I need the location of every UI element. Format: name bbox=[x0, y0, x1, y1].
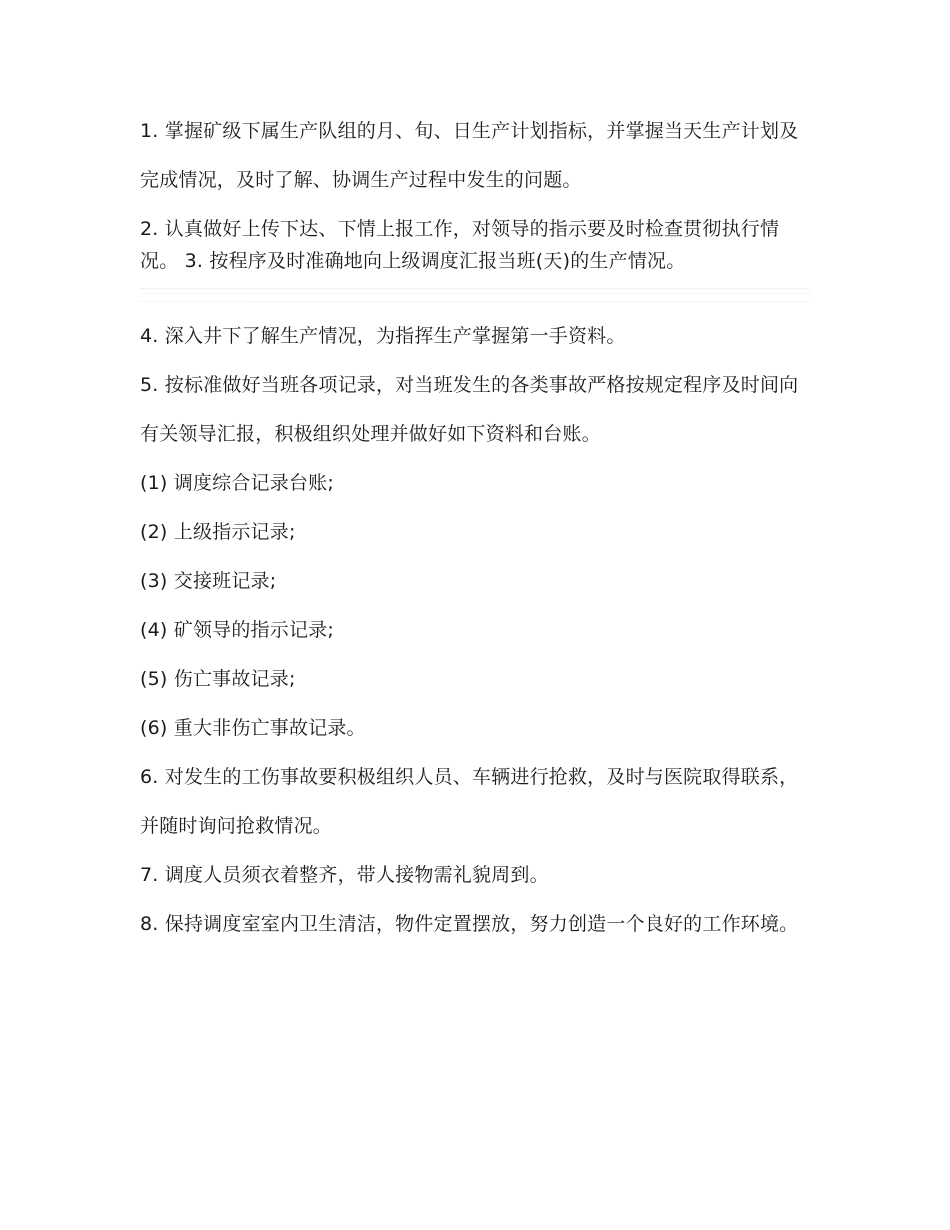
paragraph-item-1: 1. 掌握矿级下属生产队组的月、旬、日生产计划指标，并掌握当天生产计划及 bbox=[140, 120, 799, 142]
list-item-record-1: (1) 调度综合记录台账; bbox=[140, 472, 334, 494]
list-item-record-6: (6) 重大非伤亡事故记录。 bbox=[140, 717, 366, 739]
paragraph-item-7: 7. 调度人员须衣着整齐，带人接物需礼貌周到。 bbox=[140, 864, 549, 886]
paragraph-item-5: 5. 按标准做好当班各项记录，对当班发生的各类事故严格按规定程序及时间向 bbox=[140, 374, 799, 396]
paragraph-item-2-3: 2. 认真做好上传下达、下情上报工作，对领导的指示要及时检查贯彻执行情况。 3. 按程序及时准确地向上级调度汇报当班(天)的生产情况。 bbox=[140, 218, 780, 272]
document-body bbox=[140, 115, 810, 957]
paragraph-item-5-cont: 有关领导汇报，积极组织处理并做好如下资料和台账。 bbox=[140, 423, 601, 445]
list-item-record-2: (2) 上级指示记录; bbox=[140, 521, 296, 543]
paragraph-item-1-cont: 完成情况，及时了解、协调生产过程中发生的问题。 bbox=[140, 169, 582, 191]
paragraph-item-8: 8. 保持调度室室内卫生清洁，物件定置摆放，努力创造一个良好的工作环境。 bbox=[140, 913, 799, 935]
paragraph-item-4: 4. 深入井下了解生产情况，为指挥生产掌握第一手资料。 bbox=[140, 325, 626, 347]
list-item-record-4: (4) 矿领导的指示记录; bbox=[140, 619, 334, 641]
list-item-record-5: (5) 伤亡事故记录; bbox=[140, 668, 296, 690]
paragraph-item-6: 6. 对发生的工伤事故要积极组织人员、车辆进行抢救，及时与医院取得联系， bbox=[140, 766, 799, 788]
faint-divider bbox=[140, 288, 810, 302]
paragraph-item-6-cont: 并随时询问抢救情况。 bbox=[140, 815, 333, 837]
list-item-record-3: (3) 交接班记录; bbox=[140, 570, 277, 592]
